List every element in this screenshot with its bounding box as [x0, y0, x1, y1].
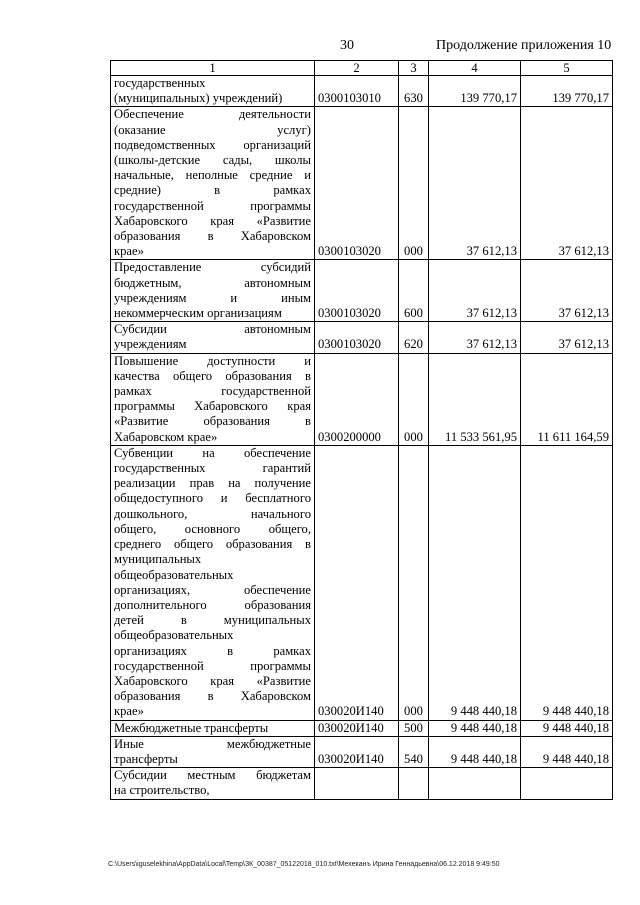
row-name-line: Субсидии местным бюджетам — [114, 768, 311, 783]
row-name-cell — [111, 260, 315, 322]
row-value1-cell: 9 448 440,18 — [429, 720, 521, 736]
row-name-line: государственной программы — [114, 658, 311, 673]
row-name-line: бюджетным, автономным — [114, 275, 311, 290]
row-type-cell: 500 — [399, 720, 429, 736]
row-name-cell — [111, 76, 315, 107]
row-value2-cell: 37 612,13 — [521, 107, 613, 260]
row-name-cell — [111, 353, 315, 445]
row-type-cell: 630 — [399, 76, 429, 107]
column-header: 3 — [399, 61, 429, 76]
row-name-cell — [111, 736, 315, 767]
table-row — [111, 260, 613, 322]
row-value1-cell: 37 612,13 — [429, 107, 521, 260]
row-type-cell: 600 — [399, 260, 429, 322]
row-name-line: образования в Хабаровском — [114, 689, 311, 704]
row-value2-cell: 11 611 164,59 — [521, 353, 613, 445]
row-type-cell: 620 — [399, 322, 429, 353]
column-header: 2 — [315, 61, 399, 76]
row-code-cell: 0300200000 — [315, 353, 399, 445]
row-name-line: учреждениям — [114, 337, 187, 352]
row-name-line: среднего общего образования в — [114, 537, 311, 552]
row-name-line: крае» — [114, 704, 144, 719]
row-name-cell — [111, 322, 315, 353]
row-name-line: Хабаровского края «Развитие — [114, 213, 311, 228]
row-type-cell — [399, 768, 429, 799]
row-name-line: общедоступного и бесплатного — [114, 491, 311, 506]
row-name-line: рамках государственной — [114, 384, 311, 399]
row-name-line: образования в Хабаровском — [114, 229, 311, 244]
row-name-line: на строительство, — [114, 783, 210, 798]
row-name-line: Хабаровском крае» — [114, 429, 218, 444]
row-name-line: Повышение доступности и — [114, 353, 311, 368]
row-name-line: дополнительного образования — [114, 597, 311, 612]
row-name-line: общеобразовательных — [114, 567, 234, 582]
row-value2-cell: 139 770,17 — [521, 76, 613, 107]
row-name-line: реализации прав на получение — [114, 476, 311, 491]
row-name-line: организациях в рамках — [114, 643, 311, 658]
row-value2-cell: 9 448 440,18 — [521, 720, 613, 736]
row-type-cell: 000 — [399, 445, 429, 720]
row-value2-cell — [521, 768, 613, 799]
table-row — [111, 736, 613, 767]
row-value2-cell: 37 612,13 — [521, 260, 613, 322]
row-type-cell: 000 — [399, 107, 429, 260]
row-name-line: качества общего образования в — [114, 368, 311, 383]
row-name-line: Субсидии автономным — [114, 322, 311, 337]
budget-table — [110, 60, 613, 800]
row-name-line: общего, основного общего, — [114, 521, 311, 536]
row-value2-cell: 37 612,13 — [521, 322, 613, 353]
row-name-line: крае» — [114, 244, 144, 259]
row-name-line: организациях, обеспечение — [114, 582, 311, 597]
table-row — [111, 322, 613, 353]
table-row — [111, 107, 613, 260]
row-name-line: Обеспечение деятельности — [114, 107, 311, 122]
row-name-line: Хабаровского края «Развитие — [114, 673, 311, 688]
row-code-cell: 0300103020 — [315, 322, 399, 353]
row-code-cell: 030020И140 — [315, 736, 399, 767]
row-name-line: «Развитие образования в — [114, 414, 311, 429]
row-name-line: средние) в рамках — [114, 183, 311, 198]
row-name-line: дошкольного, начального — [114, 506, 311, 521]
column-header: 4 — [429, 61, 521, 76]
row-code-cell: 0300103020 — [315, 260, 399, 322]
row-name-line: (муниципальных) учреждений) — [114, 91, 283, 106]
page-number: 30 — [340, 38, 354, 53]
row-value1-cell: 11 533 561,95 — [429, 353, 521, 445]
row-name-cell — [111, 768, 315, 799]
row-value1-cell — [429, 768, 521, 799]
row-name-line: Межбюджетные трансферты — [114, 720, 269, 735]
row-value2-cell: 9 448 440,18 — [521, 736, 613, 767]
table-row — [111, 76, 613, 107]
row-name-line: муниципальных — [114, 552, 202, 567]
row-value1-cell: 139 770,17 — [429, 76, 521, 107]
row-name-line: государственной программы — [114, 198, 311, 213]
table-row — [111, 445, 613, 720]
row-name-line: государственных — [114, 76, 206, 90]
row-name-line: начальные, неполные средние и — [114, 168, 311, 183]
row-name-line: некоммерческим организациям — [114, 306, 282, 321]
row-value1-cell: 37 612,13 — [429, 260, 521, 322]
row-value1-cell: 9 448 440,18 — [429, 736, 521, 767]
row-name-line: (оказание услуг) — [114, 122, 311, 137]
row-name-cell — [111, 445, 315, 720]
row-code-cell: 030020И140 — [315, 445, 399, 720]
row-code-cell: 0300103020 — [315, 107, 399, 260]
row-value1-cell: 37 612,13 — [429, 322, 521, 353]
row-name-line: учреждениям и иным — [114, 290, 311, 305]
column-header: 1 — [111, 61, 315, 76]
column-header: 5 — [521, 61, 613, 76]
row-name-line: детей в муниципальных — [114, 613, 311, 628]
row-name-line: (школы-детские сады, школы — [114, 153, 311, 168]
row-name-line: подведомственных организаций — [114, 137, 311, 152]
row-name-line: Предоставление субсидий — [114, 260, 311, 275]
table-row — [111, 353, 613, 445]
row-value1-cell: 9 448 440,18 — [429, 445, 521, 720]
table-header-row — [111, 61, 613, 76]
row-type-cell: 540 — [399, 736, 429, 767]
row-name-line: общеобразовательных — [114, 628, 234, 643]
table-row — [111, 720, 613, 736]
row-name-line: программы Хабаровского края — [114, 399, 311, 414]
row-type-cell: 000 — [399, 353, 429, 445]
footer-file-path: C:\Users\iguselekhina\AppData\Local\Temp\ЗК_00387_05122018_010.txt\Мехеканъ Ирина Геннадьевна\06.12.2018 9:49:50 — [108, 861, 500, 868]
appendix-label: Продолжение приложения 10 — [436, 38, 612, 53]
row-name-line: трансферты — [114, 751, 178, 766]
row-name-cell — [111, 720, 315, 736]
row-code-cell: 030020И140 — [315, 720, 399, 736]
row-value2-cell: 9 448 440,18 — [521, 445, 613, 720]
row-code-cell: 0300103010 — [315, 76, 399, 107]
row-code-cell — [315, 768, 399, 799]
row-name-line: Субвенции на обеспечение — [114, 445, 311, 460]
row-name-line: государственных гарантий — [114, 461, 311, 476]
table-row — [111, 768, 613, 799]
row-name-cell — [111, 107, 315, 260]
row-name-line: Иные межбюджетные — [114, 736, 311, 751]
